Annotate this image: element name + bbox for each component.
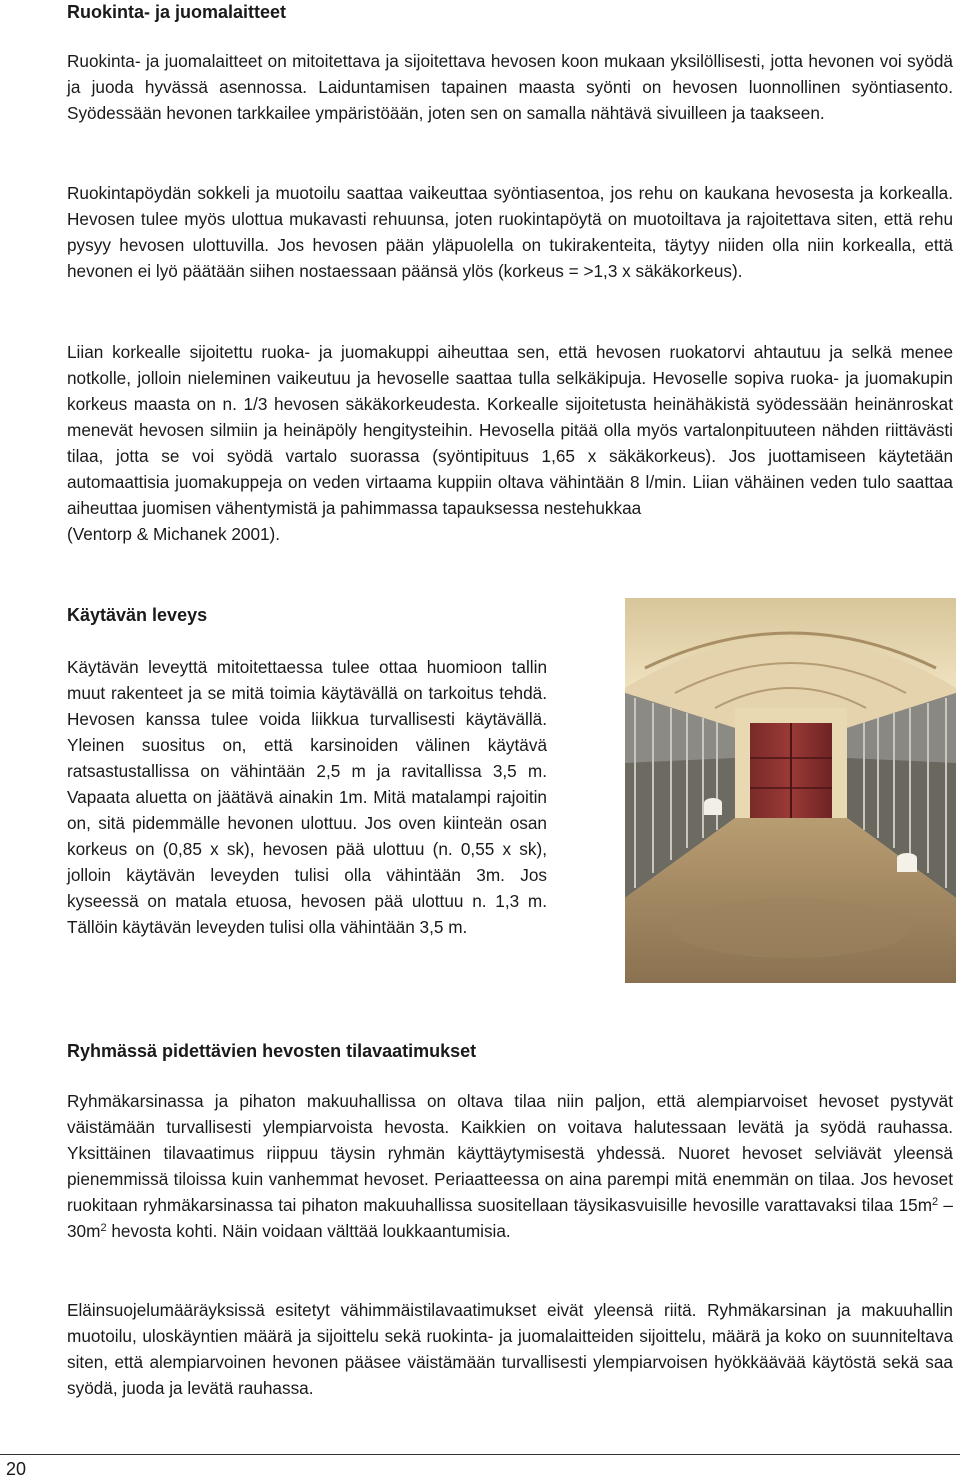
paragraph-feeding-3: [67, 339, 953, 547]
paragraph-group-1-c: hevosta kohti. Näin voidaan välttää loukkaantumisia.: [106, 1221, 511, 1241]
paragraph-group-1-a: Ryhmäkarsinassa ja pihaton makuuhallissa on oltava tilaa niin paljon, että alempiarvoiset hevoset pystyvät väistämään turvallisesti ylempiarvoista hevosta. Kaikkien on voitava halutessaan levätä ja syödä rauhassa. Yksittäinen tilavaatimus riippuu täysin ryhmän käyttäytymisestä yhdessä. Nuoret hevoset selviävät yleensä pienemmissä tiloissa kuin vanhemmat hevoset. Periaatteessa on aina parempi mitä enemmän on tilaa. Jos hevoset ruokitaan ryhmäkarsinassa tai pihaton makuuhallissa suositellaan täysikasvuisille hevosille varattavaksi tilaa 15m: [67, 1091, 953, 1215]
page-number: 20: [6, 1459, 27, 1479]
superscript-2: 2: [100, 1222, 107, 1234]
heading-aisle-width: Käytävän leveys: [67, 605, 208, 625]
paragraph-feeding-2: Ruokintapöydän sokkeli ja muotoilu saattaa vaikeuttaa syöntiasentoa, jos rehu on kaukana hevosesta ja korkealla. Hevosen tulee myös ulottua mukavasti rehuunsa, joten ruokintapöytä on muotoiltava ja rajoitettava siten, että rehu pysyy hevosen ulottuvilla. Jos hevosen pään yläpuolella on tukirakenteita, täytyy niiden olla niin korkealla, että hevonen ei lyö päätään siihen nostaessaan päänsä ylös (korkeus = >1,3 x säkäkorkeus).: [67, 183, 953, 281]
footer-divider: [0, 1454, 960, 1455]
superscript-1: 2: [932, 1196, 939, 1208]
paragraph-feeding-3-text: Liian korkealle sijoitettu ruoka- ja juomakuppi aiheuttaa sen, että hevosen ruokatorvi ahtautuu ja selkä menee notkolle, jolloin nieleminen vaikeutuu ja hevoselle saattaa tulla selkäkipuja. Hevoselle sopiva ruoka- ja juomakupin korkeus maasta on n. 1/3 hevosen säkäkorkeudesta. Korkealle sijoitetusta heinähäkistä syödessään heinänroskat menevät hevosen silmiin ja heinäpöly hengitysteihin. Hevosella pitää olla myös vartalonpituuteen nähden riittävästi tilaa, jotta se voi syödä vartalo suorassa (syöntipituus 1,65 x säkäkorkeus). Jos juottamiseen käytetään automaattisia juomakuppeja on veden virtaama kuppiin oltava vähintään 8 l/min. Liian vähäinen veden tulo saattaa aiheuttaa juomisen vähentymistä ja pahimmassa tapauksessa nestehukkaa: [67, 342, 953, 518]
heading-feeding: Ruokinta- ja juomalaitteet: [67, 2, 287, 22]
paragraph-group-1-b: – 30m: [67, 1195, 953, 1241]
paragraph-feeding-1: Ruokinta- ja juomalaitteet on mitoitettava ja sijoitettava hevosen koon mukaan yksilöllisesti, jotta hevonen voi syödä ja juoda hyvässä asennossa. Laiduntamisen tapainen maasta syönti on hevosen luonnollinen syöntiasento. Syödessään hevonen tarkkailee ympäristöään, joten sen on samalla nähtävä sivuilleen ja taakseen.: [67, 51, 953, 123]
paragraph-group-1: [67, 1088, 953, 1244]
heading-group-space: Ryhmässä pidettävien hevosten tilavaatimukset: [67, 1041, 477, 1061]
paragraph-group-2: Eläinsuojelumääräyksissä esitetyt vähimmäistilavaatimukset eivät yleensä riitä. Ryhmäkarsinan ja makuuhallin muotoilu, uloskäyntien määrä ja sijoittelu sekä ruokinta- ja juomalaitteiden sijoittelu, määrä ja koko on suunniteltava siten, että alempiarvoinen hevonen pääsee väistämään turvallisesti ylempiarvoisen hyökkäävää käytöstä sekä saa syödä, juoda ja levätä rauhassa.: [67, 1300, 953, 1398]
paragraph-aisle-width: Käytävän leveyttä mitoitettaessa tulee ottaa huomioon tallin muut rakenteet ja se mitä toimia käytävällä on tarkoitus tehdä. Hevosen kanssa tulee voida liikkua turvallisesti käytävällä. Yleinen suositus on, että karsinoiden välinen käytävä ratsastustallissa on vähintään 2,5 m ja ravitallissa 3,5 m. Vapaata aluetta on jäätävä ainakin 1m. Mitä matalampi rajoitin on, sitä pidemmälle hevonen ulottuu. Jos oven kiinteän osan korkeus on (0,85 x sk), hevosen pää ulottuu (n. 0,55 x sk), jolloin käytävän leveyden tulisi olla vähintään 3m. Jos kyseessä on matala etuosa, hevosen pää ulottuu n. 1,3 m. Tällöin käytävän leveyden tulisi olla vähintään 3,5 m.: [67, 657, 547, 937]
stable-aisle-photo: [625, 598, 956, 983]
citation: (Ventorp & Michanek 2001).: [67, 524, 281, 544]
